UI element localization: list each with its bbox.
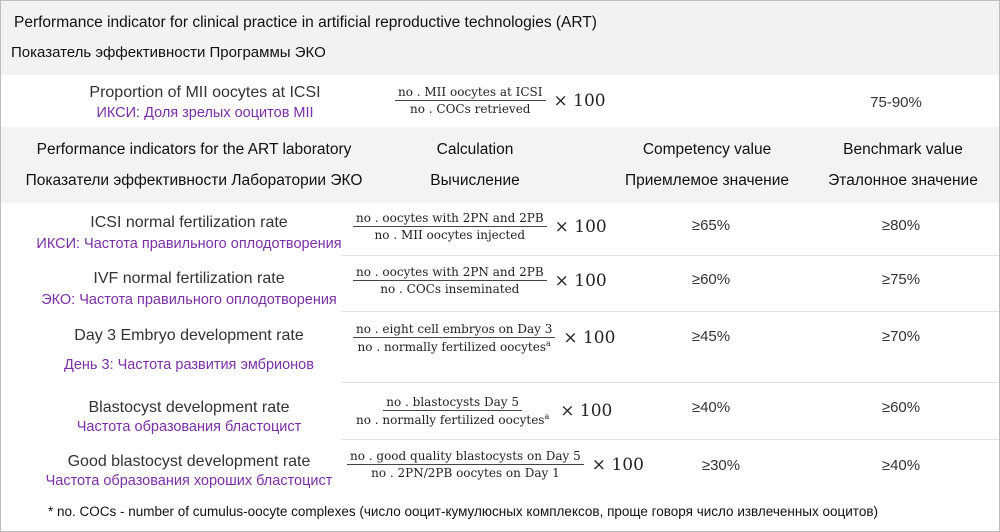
- clinical-value: 75-90%: [870, 94, 922, 111]
- footnote-band: [1, 495, 999, 531]
- benchmark-value: ≥80%: [881, 217, 921, 234]
- formula: [347, 449, 644, 480]
- competency-value: ≥65%: [691, 217, 731, 234]
- benchmark-value: ≥40%: [881, 457, 921, 474]
- competency-value: ≥40%: [691, 399, 731, 416]
- multiplier: × 100: [553, 90, 606, 111]
- indicator-name-en: ICSI normal fertilization rate: [90, 214, 288, 231]
- numerator: no . oocytes with 2PN and 2PB: [353, 265, 547, 281]
- row-divider: [341, 439, 999, 440]
- denominator-text: no . normally fertilized oocytes: [357, 340, 547, 354]
- competency-value: ≥30%: [701, 457, 741, 474]
- indicator-name-en: Blastocyst development rate: [88, 399, 290, 416]
- table-row: [1, 385, 999, 439]
- indicator-name-ru: ИКСИ: Частота правильного оплодотворения: [36, 236, 342, 252]
- indicator-name-ru: Частота образования бластоцист: [76, 419, 302, 435]
- multiplier: × 100: [591, 454, 644, 475]
- competency-value: ≥60%: [691, 271, 731, 288]
- fraction: [395, 85, 546, 116]
- table-row: [1, 257, 999, 311]
- denominator: [372, 227, 529, 242]
- numerator: no . good quality blastocysts on Day 5: [347, 449, 584, 465]
- clinical-name-ru: ИКСИ: Доля зрелых ооцитов MII: [96, 105, 314, 121]
- denominator: [377, 281, 522, 296]
- numerator: no . blastocysts Day 5: [383, 395, 522, 411]
- row-divider: [341, 255, 999, 256]
- indicator-name-ru: Частота образования хороших бластоцист: [45, 473, 333, 489]
- indicator-name-en: IVF normal fertilization rate: [93, 270, 285, 287]
- formula: [353, 211, 607, 242]
- benchmark-value: ≥60%: [881, 399, 921, 416]
- denominator-text: no . 2PN/2PB oocytes on Day 1: [371, 466, 560, 480]
- numerator: no . oocytes with 2PN and 2PB: [353, 211, 547, 227]
- footnote: * no. COCs - number of cumulus-oocyte complexes (число ооцит-кумулюсных комплексов, проще говоря число извлеченных ооцитов): [48, 504, 878, 519]
- competency-value: ≥45%: [691, 328, 731, 345]
- title-band: [1, 1, 999, 75]
- denominator: no . COCs retrieved: [410, 102, 531, 116]
- numerator: no . eight cell embryos on Day 3: [353, 322, 555, 338]
- fraction: [353, 265, 547, 296]
- denominator: [355, 338, 554, 354]
- denominator-text: no . MII oocytes injected: [374, 228, 526, 242]
- denominator-text: no . COCs inseminated: [380, 282, 520, 296]
- formula: [353, 395, 612, 427]
- indicator-name-en: Good blastocyst development rate: [67, 453, 311, 470]
- header-calculation-ru: Вычисление: [430, 172, 520, 189]
- footnote-marker: a: [544, 412, 550, 421]
- clinical-name-en: Proportion of MII oocytes at ICSI: [89, 84, 321, 101]
- benchmark-value: ≥70%: [881, 328, 921, 345]
- numerator: no . MII oocytes at ICSI: [395, 85, 546, 101]
- multiplier: × 100: [563, 328, 616, 348]
- fraction: [353, 395, 552, 427]
- denominator: [368, 465, 563, 480]
- table-header: [1, 127, 999, 203]
- fraction: [353, 211, 547, 242]
- formula: [353, 322, 615, 354]
- header-indicator-en: Performance indicators for the ART laboratory: [36, 141, 352, 158]
- multiplier: × 100: [554, 270, 607, 291]
- indicator-name-en: Day 3 Embryo development rate: [74, 327, 304, 344]
- denominator: [353, 411, 552, 427]
- row-divider: [341, 382, 999, 383]
- footnote-marker: a: [546, 339, 551, 348]
- denominator-text: no . normally fertilized oocytes: [356, 413, 545, 427]
- header-competency-ru: Приемлемое значение: [624, 172, 790, 189]
- indicator-name-ru: День 3: Частота развития эмбрионов: [64, 357, 314, 373]
- header-calculation-en: Calculation: [436, 141, 514, 158]
- fraction: [353, 322, 555, 354]
- formula: [353, 265, 607, 296]
- fraction: [347, 449, 584, 480]
- table-row: [1, 441, 999, 495]
- table-row: [1, 313, 999, 381]
- header-benchmark-en: Benchmark value: [843, 141, 963, 158]
- table-row: [1, 203, 999, 255]
- benchmark-value: ≥75%: [881, 271, 921, 288]
- header-competency-en: Competency value: [642, 141, 772, 158]
- multiplier: × 100: [554, 216, 607, 237]
- title-english: Performance indicator for clinical practice in artificial reproductive technologies (ART): [14, 14, 597, 31]
- clinical-row: [1, 75, 999, 127]
- header-benchmark-ru: Эталонное значение: [828, 172, 978, 189]
- title-russian: Показатель эффективности Программы ЭКО: [11, 44, 326, 61]
- clinical-formula: [395, 85, 606, 116]
- multiplier: × 100: [560, 401, 613, 421]
- row-divider: [341, 311, 999, 312]
- indicator-name-ru: ЭКО: Частота правильного оплодотворения: [41, 292, 337, 308]
- header-indicator-ru: Показатели эффективности Лаборатории ЭКО: [25, 172, 363, 189]
